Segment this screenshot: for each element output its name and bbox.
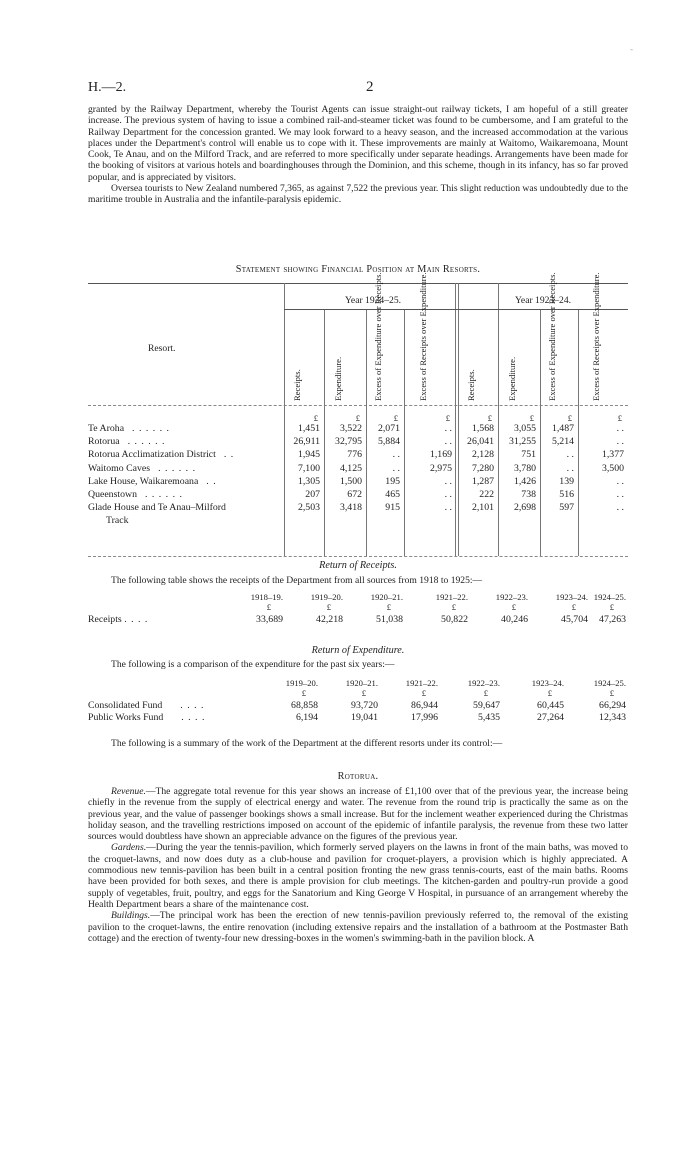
- receipts-intro: The following table shows the receipts of the Department from all sources from 1918 to 1925:—: [111, 575, 483, 586]
- expenditure-value: 12,343: [599, 712, 626, 723]
- table-row-label: [88, 463, 196, 474]
- table-cell: 2,128: [471, 449, 494, 461]
- year-header-rule: [284, 309, 628, 310]
- table-cell: 915: [385, 502, 400, 514]
- year-header: 1921–22.: [435, 592, 468, 602]
- receipts-heading: Return of Receipts.: [319, 560, 397, 571]
- year-header: 1919–20.: [310, 592, 343, 602]
- fund-label: [88, 712, 205, 723]
- expenditure-value: 6,194: [295, 712, 318, 723]
- unit-pound: £: [361, 688, 366, 698]
- expenditure-value: 93,720: [351, 700, 378, 711]
- table-cell: 3,055: [513, 423, 536, 434]
- year-header: 1921–22.: [405, 678, 438, 688]
- column-rule: [324, 309, 325, 556]
- leader-dots: . .: [223, 449, 235, 461]
- expenditure-intro: The following is a comparison of the expenditure for the past six years:—: [111, 659, 395, 670]
- table-cell: 5,214: [551, 436, 574, 448]
- unit-pound: £: [547, 688, 552, 698]
- resorts-table-title: Statement showing Financial Position at Main Resorts.: [235, 264, 481, 275]
- unit-pound: £: [567, 413, 572, 423]
- table-cell: 1,169: [429, 449, 452, 461]
- unit-pound: £: [313, 413, 318, 423]
- leader-dots: . . . . . .: [158, 462, 197, 474]
- table-cell: 1,500: [339, 475, 362, 487]
- resort-name: Waitomo Caves: [88, 462, 151, 474]
- table-cell: 31,255: [509, 436, 536, 448]
- table-cell: 1,487: [551, 423, 574, 434]
- rotorua-heading: Rotorua.: [337, 771, 379, 782]
- table-cell: 465: [385, 489, 400, 500]
- expenditure-value: 86,944: [411, 700, 438, 711]
- table-row-label: [88, 436, 166, 447]
- table-bottom-rule: [88, 556, 628, 557]
- table-cell: 3,522: [339, 423, 362, 434]
- year-header: 1923–24.: [555, 592, 588, 602]
- unit-pound: £: [301, 688, 306, 698]
- table-cell: 5,884: [377, 436, 400, 448]
- expenditure-value: 68,858: [291, 700, 318, 711]
- column-header-8: Excess of Receipts over Expenditure.: [591, 272, 601, 401]
- table-cell: . .: [392, 449, 400, 461]
- column-rule: [540, 309, 541, 556]
- table-cell: 1,377: [601, 449, 624, 461]
- table-cell: . .: [566, 449, 574, 461]
- year-header: 1920–21.: [370, 592, 403, 602]
- intro-paragraph-1: granted by the Railway Department, whereby the Tourist Agents can issue straight-out railway tickets, I am hopeful of a still greater increase. The previous system of having to issue a combined rail-and-steamer ticket was found to be cumbersome, and I am grateful to the Railway Department for the concession granted. We may look forward to a heavy season, and the increased accommodation at the various places under the Department's control will enable us to cope with it. These improvements are mainly at Waitomo, Waikaremoana, Mount Cook, Te Anau, and on the Milford Track, and are referred to more specifically under separate headings. Arrangements have been made for the booking of visitors at various hotels and boardinghouses through the Dominion, and this scheme, though in its infancy, has so far proved popular, and is appreciated by visitors.: [88, 104, 628, 183]
- rotorua-text: [88, 786, 628, 944]
- expenditure-heading: Return of Expenditure.: [311, 645, 405, 656]
- year-header: 1924–25.: [593, 678, 626, 688]
- summary-intro: The following is a summary of the work of the Department at the different resorts under its control:—: [111, 738, 503, 749]
- table-cell: . .: [616, 475, 624, 487]
- table-cell: . .: [392, 462, 400, 474]
- table-cell: 222: [479, 489, 494, 500]
- column-header-5: Receipts.: [466, 369, 476, 401]
- leader-dots: . .: [206, 475, 217, 487]
- table-cell: 139: [559, 475, 574, 487]
- column-header-7: Excess of Expenditure over Receipts.: [547, 272, 557, 401]
- fund-label: [88, 700, 204, 711]
- resort-name: Rotorua Acclimatization District: [88, 449, 216, 461]
- receipts-value: 45,704: [561, 614, 588, 625]
- column-header-2: Expenditure.: [333, 356, 343, 401]
- year-header: 1920–21.: [345, 678, 378, 688]
- intro-text: [88, 104, 628, 206]
- resort-column-header: Resort.: [148, 343, 176, 354]
- report-code: H.—2.: [88, 80, 127, 95]
- unit-pound: £: [609, 602, 614, 612]
- table-cell: 2,071: [377, 423, 400, 434]
- unit-pound: £: [609, 688, 614, 698]
- table-cell: 597: [559, 502, 574, 514]
- table-cell: 1,305: [297, 475, 320, 487]
- table-cell: . .: [444, 502, 452, 514]
- column-header-4: Excess of Receipts over Expenditure.: [418, 272, 428, 401]
- leader-dots: . . . .: [181, 712, 206, 723]
- column-header-1: Receipts.: [292, 369, 302, 401]
- expenditure-value: 60,445: [537, 700, 564, 711]
- unit-pound: £: [529, 413, 534, 423]
- table-cell: 2,975: [429, 462, 452, 474]
- table-row-label: [88, 476, 217, 487]
- unit-pound: £: [393, 413, 398, 423]
- resort-name: Glade House and Te Anau–Milford: [88, 502, 226, 514]
- unit-pound: £: [483, 688, 488, 698]
- column-header-3: Excess of Expenditure over Receipts.: [373, 272, 383, 401]
- expenditure-value: 66,294: [599, 700, 626, 711]
- revenue-paragraph: Revenue.—The aggregate total revenue for this year shows an increase of £1,100 over that of the previous year, the increase being chiefly in the revenue from the supply of electrical energy and water. The revenue from the round trip is practically the same as on the previous year, and the value of passenger bookings shows a small increase. But for the inclement weather experienced during the Christmas holiday season, and the travelling restrictions imposed on account of the epidemic of infantile paralysis, the revenue from these two latter sources would doubtless have shown an appreciable advance on the figures of the previous year.: [88, 786, 628, 843]
- year-1924-25-header: Year 1924–25.: [344, 295, 402, 306]
- year-header: 1922–23.: [467, 678, 500, 688]
- receipts-value: 40,246: [501, 614, 528, 625]
- table-cell: 672: [347, 489, 362, 500]
- table-cell: 776: [347, 449, 362, 461]
- leader-dots: . . . . . .: [127, 436, 166, 448]
- unit-pound: £: [617, 413, 622, 423]
- column-rule: [578, 309, 579, 556]
- table-cell: . .: [616, 436, 624, 448]
- table-cell: 3,780: [513, 462, 536, 474]
- table-cell: 195: [385, 475, 400, 487]
- table-cell: 1,287: [471, 475, 494, 487]
- expenditure-value: 5,435: [477, 712, 500, 723]
- column-rule: [404, 309, 405, 556]
- year-header: 1922–23.: [495, 592, 528, 602]
- table-cell: . .: [566, 462, 574, 474]
- unit-pound: £: [451, 602, 456, 612]
- receipts-value: 47,263: [599, 614, 626, 625]
- table-cell: . .: [444, 489, 452, 500]
- table-cell: . .: [444, 436, 452, 448]
- unit-pound: £: [421, 688, 426, 698]
- table-cell: 516: [559, 489, 574, 500]
- scan-mark: -: [630, 44, 633, 54]
- expenditure-value: 19,041: [351, 712, 378, 723]
- receipts-table: [88, 592, 628, 628]
- receipts-row-label: Receipts . . . .: [88, 614, 149, 625]
- expenditure-value: 17,996: [411, 712, 438, 723]
- table-cell: 7,100: [297, 462, 320, 474]
- table-row-label: [88, 489, 183, 500]
- unit-pound: £: [326, 602, 331, 612]
- unit-pound: £: [487, 413, 492, 423]
- table-row-label-cont: Track: [106, 515, 129, 527]
- table-cell: 26,041: [467, 436, 494, 448]
- receipts-value: 51,038: [376, 614, 403, 625]
- table-cell: 32,795: [335, 436, 362, 448]
- resort-name: Rotorua: [88, 436, 120, 448]
- year-header: 1924–25.: [593, 592, 626, 602]
- unit-pound: £: [266, 602, 271, 612]
- table-cell: 738: [521, 489, 536, 500]
- table-row-label: [88, 502, 226, 513]
- year-1923-24-header: Year 1923–24.: [514, 295, 572, 306]
- table-cell: 1,568: [471, 423, 494, 434]
- table-cell: 207: [305, 489, 320, 500]
- expenditure-value: 27,264: [537, 712, 564, 723]
- table-cell: 4,125: [339, 462, 362, 474]
- table-cell: . .: [444, 475, 452, 487]
- table-cell: 3,418: [339, 502, 362, 514]
- receipts-value: 50,822: [441, 614, 468, 625]
- table-cell: 1,426: [513, 475, 536, 487]
- unit-pound: £: [571, 602, 576, 612]
- leader-dots: . . . .: [180, 700, 205, 711]
- unit-pound: £: [511, 602, 516, 612]
- gardens-paragraph: Gardens.—During the year the tennis-pavilion, which formerly served players on the lawns in front of the main baths, was moved to the croquet-lawns, and now does duty as a club-house and pavilion for croquet-players, a provision which is highly appreciated. A commodious new tennis-pavilion has been built in a central position fronting the new grass tennis-courts, east of the main baths. Rooms have been provided for both sexes, and there is ample provision for club meetings. The kitchen-garden and poultry-run provide a good supply of vegetables, fruit, poultry, and eggs for the Sanatorium and King George V Hospital, in pursuance of an arrangement whereby the Health Department bears a share of the maintenance cost.: [88, 842, 628, 910]
- table-row-label: [88, 449, 234, 460]
- receipts-value: 33,689: [256, 614, 283, 625]
- fund-name: Consolidated Fund: [88, 700, 163, 711]
- fund-name: Public Works Fund: [88, 712, 164, 723]
- year-header: 1918–19.: [250, 592, 283, 602]
- receipts-value: 42,218: [316, 614, 343, 625]
- year-header: 1923–24.: [531, 678, 564, 688]
- table-cell: 2,698: [513, 502, 536, 514]
- expenditure-value: 59,647: [473, 700, 500, 711]
- table-cell: 1,451: [297, 423, 320, 434]
- table-cell: 7,280: [471, 462, 494, 474]
- table-cell: 1,945: [297, 449, 320, 461]
- resort-name: Lake House, Waikaremoana: [88, 475, 199, 487]
- column-header-6: Expenditure.: [507, 356, 517, 401]
- leader-dots: . . . . . .: [132, 423, 170, 434]
- table-cell: 751: [521, 449, 536, 461]
- expenditure-table: [88, 678, 628, 726]
- unit-pound: £: [355, 413, 360, 423]
- table-cell: . .: [616, 502, 624, 514]
- table-cell: 2,503: [297, 502, 320, 514]
- table-cell: 26,911: [293, 436, 320, 448]
- resort-name: Queenstown: [88, 489, 137, 500]
- table-cell: 2,101: [471, 502, 494, 514]
- table-cell: . .: [616, 489, 624, 500]
- unit-pound: £: [386, 602, 391, 612]
- year-header: 1919–20.: [285, 678, 318, 688]
- column-rule: [366, 309, 367, 556]
- resort-name: Te Aroha: [88, 423, 125, 434]
- table-row-label: [88, 423, 170, 434]
- unit-pound: £: [445, 413, 450, 423]
- buildings-paragraph: Buildings.—The principal work has been the erection of new tennis-pavilion previously referred to, the removal of the existing pavilion to the croquet-lawns, the entire renovation (including extensive repairs and the installation of a bathroom at the Postmaster Bath cottage) and the erection of twenty-four new dressing-boxes in the women's swimming-bath in the pavilion block. A: [88, 910, 628, 944]
- intro-paragraph-2: Oversea tourists to New Zealand numbered 7,365, as against 7,522 the previous year. This slight reduction was undoubtedly due to the maritime trouble in Australia and the infantile-paralysis epidemic.: [88, 183, 628, 206]
- header-bottom-rule: [88, 405, 628, 406]
- page-number: 2: [366, 79, 374, 95]
- table-cell: . .: [616, 423, 624, 434]
- table-cell: 3,500: [601, 462, 624, 474]
- table-cell: . .: [444, 423, 452, 434]
- leader-dots: . . . . . .: [144, 489, 183, 500]
